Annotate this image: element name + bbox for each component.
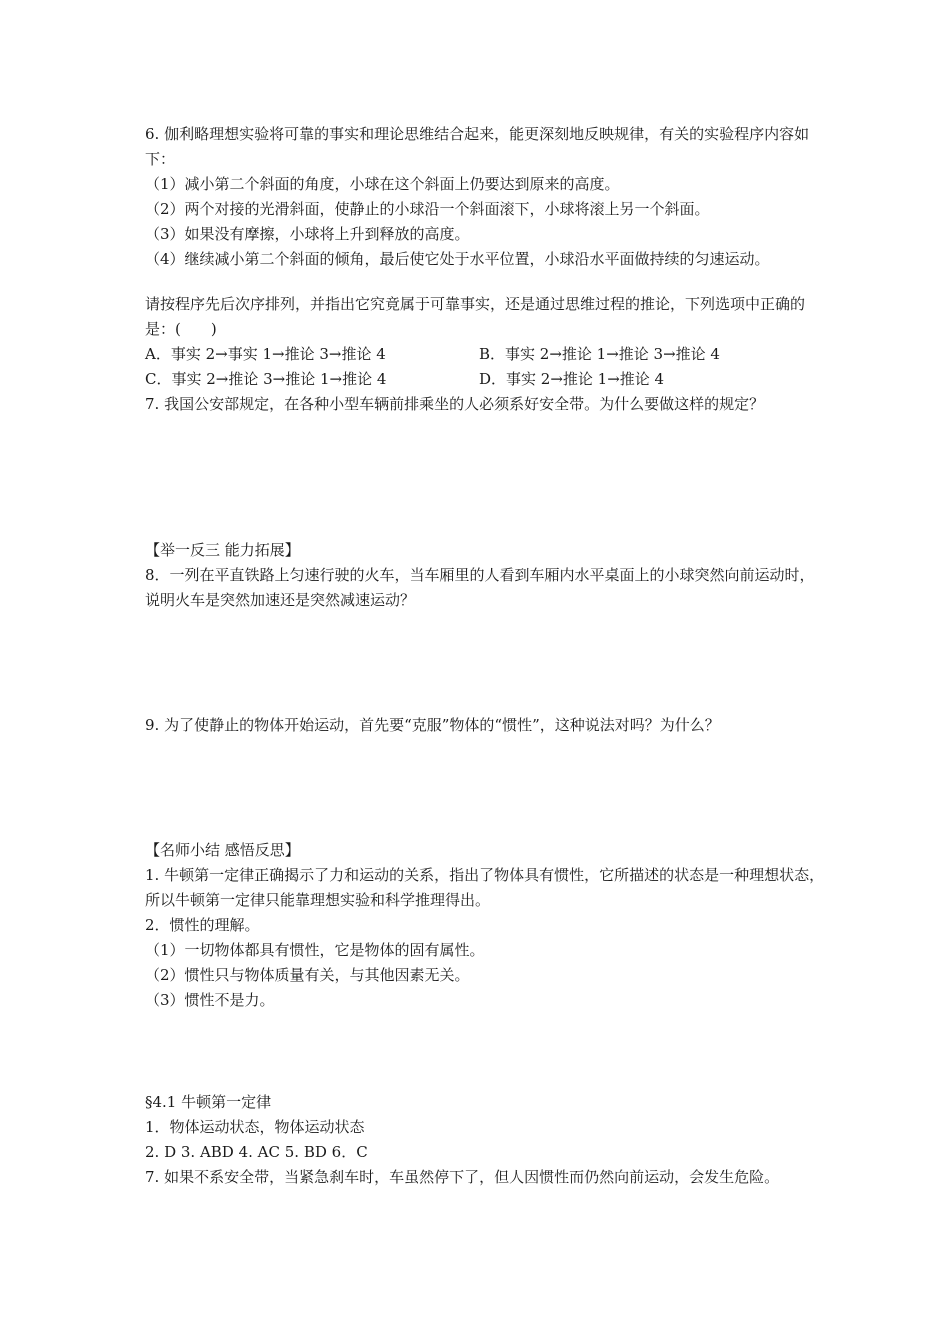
option-c: C．事实 2→推论 3→推论 1→推论 4: [145, 370, 387, 388]
question-8: 8．一列在平直铁路上匀速行驶的火车，当车厢里的人看到车厢内水平桌面上的小球突然向前运动时，说明火车是突然加速还是突然减速运动？: [145, 566, 815, 609]
answer-space: [145, 417, 825, 538]
question-6-step-2: （2）两个对接的光滑斜面，使静止的小球沿一个斜面滚下，小球将滚上另一个斜面。: [145, 200, 710, 218]
answer-7: 7. 如果不系安全带，当紧急刹车时，车虽然停下了，但人因惯性而仍然向前运动，会发生危险。: [145, 1168, 780, 1186]
option-d: D．事实 2→推论 1→推论 4: [479, 370, 665, 388]
answer-2-6: 2. D 3. ABD 4. AC 5. BD 6．C: [145, 1143, 368, 1161]
question-6-step-4: （4）继续减小第二个斜面的倾角，最后使它处于水平位置，小球沿水平面做持续的匀速运动。: [145, 250, 770, 268]
spacer: [145, 272, 825, 292]
question-6-options-row-1: [145, 342, 825, 367]
summary-subpoint-2: （2）惯性只与物体质量有关，与其他因素无关。: [145, 966, 470, 984]
summary-point-1: 1. 牛顿第一定律正确揭示了力和运动的关系，指出了物体具有惯性，它所描述的状态是一种理想状态，所以牛顿第一定律只能靠理想实验和科学推理得出。: [145, 866, 825, 909]
summary-subpoint-1: （1）一切物体都具有惯性，它是物体的固有属性。: [145, 941, 485, 959]
question-6-options-row-2: [145, 367, 825, 392]
question-7: 7. 我国公安部规定，在各种小型车辆前排乘坐的人必须系好安全带。为什么要做这样的规定？: [145, 395, 765, 413]
answers-title: §4.1 牛顿第一定律: [145, 1093, 272, 1111]
option-a: A．事实 2→事实 1→推论 3→推论 4: [145, 345, 386, 363]
spacer: [145, 1013, 825, 1090]
question-6-step-1: （1）减小第二个斜面的角度，小球在这个斜面上仍要达到原来的高度。: [145, 175, 620, 193]
summary-point-2: 2．惯性的理解。: [145, 916, 260, 934]
question-9: 9. 为了使静止的物体开始运动，首先要“克服”物体的“惯性”，这种说法对吗？为什么？: [145, 716, 720, 734]
option-b: B．事实 2→推论 1→推论 3→推论 4: [479, 345, 720, 363]
answer-space: [145, 613, 825, 713]
answer-1: 1．物体运动状态，物体运动状态: [145, 1118, 365, 1136]
summary-subpoint-3: （3）惯性不是力。: [145, 991, 275, 1009]
section-heading-extend: 【举一反三 能力拓展】: [145, 541, 300, 559]
document-body: [145, 122, 825, 1190]
question-6-stem: 6. 伽利略理想实验将可靠的事实和理论思维结合起来，能更深刻地反映规律，有关的实验程序内容如下：: [145, 125, 810, 168]
question-6-step-3: （3）如果没有摩擦，小球将上升到释放的高度。: [145, 225, 470, 243]
answer-space: [145, 738, 825, 838]
section-heading-summary: 【名师小结 感悟反思】: [145, 841, 300, 859]
question-6-prompt: 请按程序先后次序排列，并指出它究竟属于可靠事实，还是通过思维过程的推论，下列选项中正确的是：( ): [145, 295, 806, 338]
